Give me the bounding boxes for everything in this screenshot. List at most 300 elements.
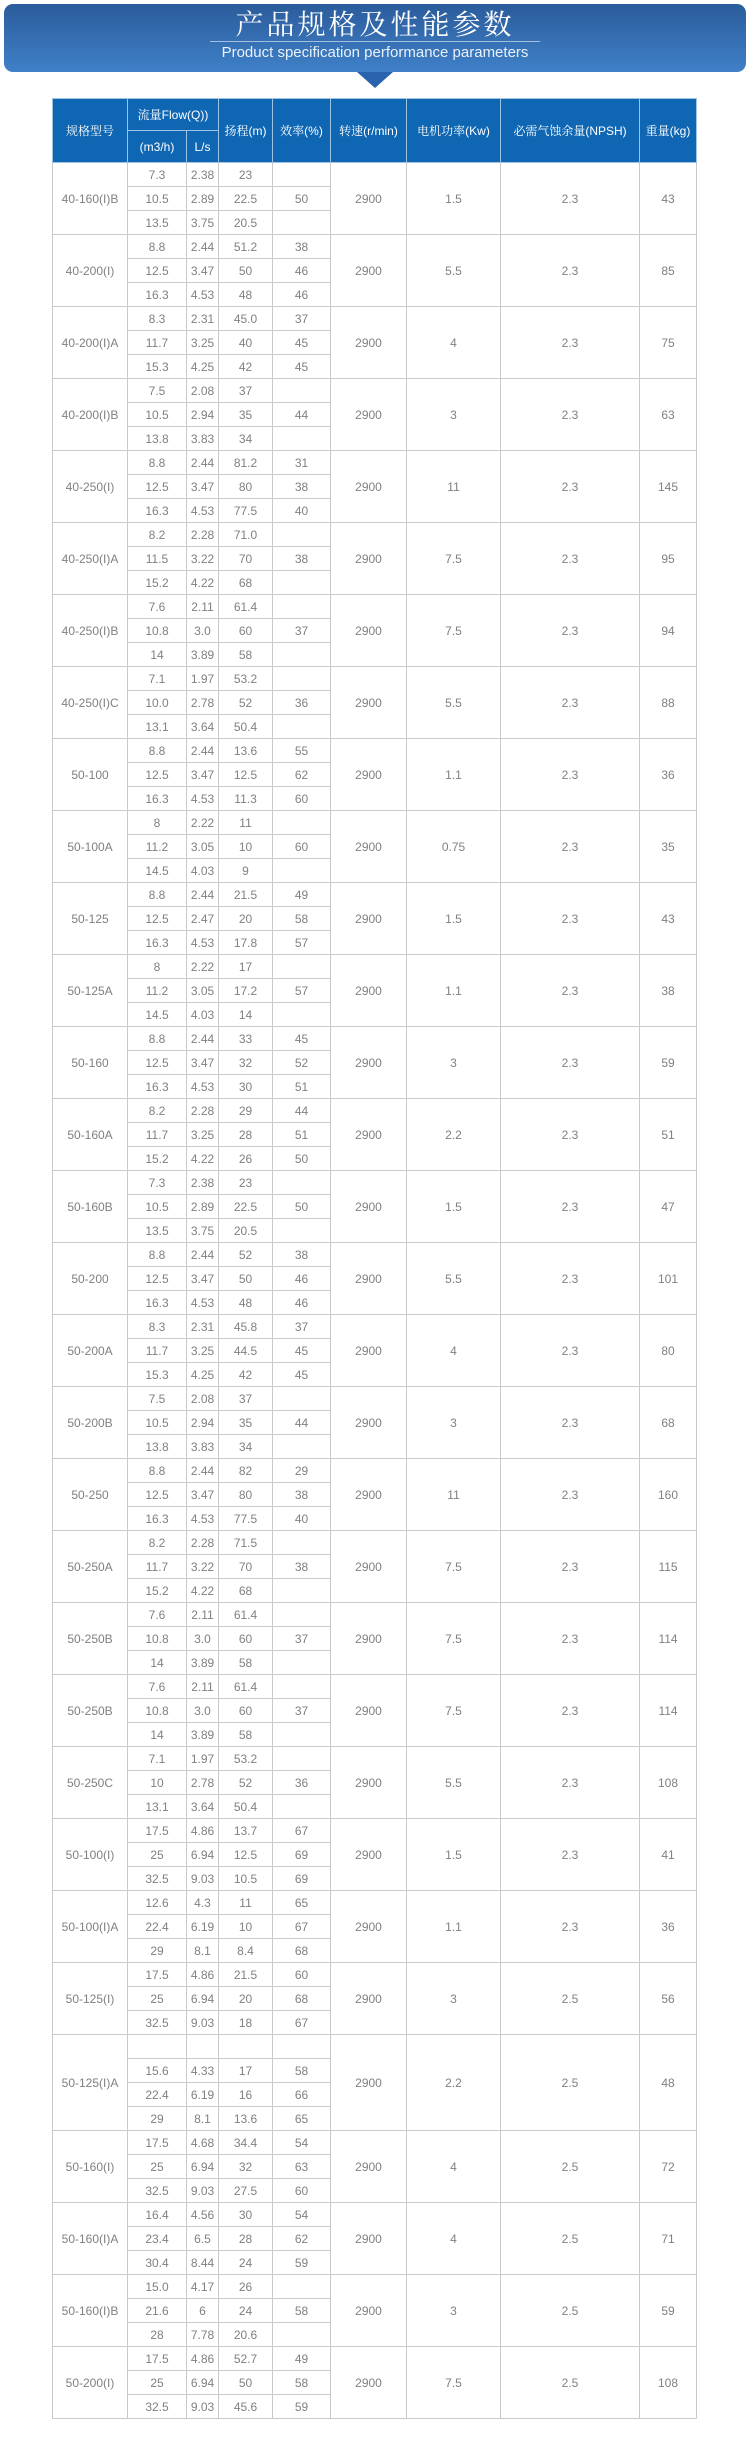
power-cell: 4 — [407, 307, 501, 379]
speed-cell: 2900 — [331, 667, 407, 739]
table-row — [53, 1027, 697, 1051]
flow-m3h-cell: 11.7 — [128, 1123, 187, 1147]
model-cell: 40-200(I) — [53, 235, 128, 307]
flow-m3h-cell: 8.2 — [128, 1531, 187, 1555]
speed-cell: 2900 — [331, 1891, 407, 1963]
flow-m3h-cell: 10.8 — [128, 619, 187, 643]
efficiency-cell: 36 — [273, 1771, 331, 1795]
flow-m3h-cell: 15.3 — [128, 1363, 187, 1387]
head-cell: 42 — [219, 355, 273, 379]
model-cell: 50-160(I)B — [53, 2275, 128, 2347]
flow-ls-cell: 3.83 — [187, 1435, 219, 1459]
efficiency-cell — [273, 2323, 331, 2347]
head-cell: 16 — [219, 2083, 273, 2107]
head-cell: 58 — [219, 643, 273, 667]
flow-m3h-cell: 16.4 — [128, 2203, 187, 2227]
flow-ls-cell: 4.68 — [187, 2131, 219, 2155]
head-cell: 52 — [219, 1243, 273, 1267]
flow-m3h-cell: 17.5 — [128, 1963, 187, 1987]
flow-m3h-cell: 16.3 — [128, 787, 187, 811]
flow-ls-cell: 3.0 — [187, 1699, 219, 1723]
weight-cell: 59 — [640, 1027, 697, 1099]
flow-m3h-cell: 11.7 — [128, 331, 187, 355]
model-cell: 50-100(I) — [53, 1819, 128, 1891]
efficiency-cell: 29 — [273, 1459, 331, 1483]
model-cell: 50-160(I) — [53, 2131, 128, 2203]
efficiency-cell: 51 — [273, 1075, 331, 1099]
model-cell: 50-125(I)A — [53, 2035, 128, 2131]
efficiency-cell — [273, 2035, 331, 2059]
efficiency-cell: 45 — [273, 1363, 331, 1387]
flow-m3h-cell: 14.5 — [128, 859, 187, 883]
flow-m3h-cell: 15.6 — [128, 2059, 187, 2083]
flow-m3h-cell: 28 — [128, 2323, 187, 2347]
efficiency-cell: 37 — [273, 619, 331, 643]
head-cell — [219, 2035, 273, 2059]
npsh-cell: 2.3 — [501, 163, 640, 235]
efficiency-cell: 46 — [273, 259, 331, 283]
efficiency-cell: 38 — [273, 547, 331, 571]
efficiency-cell: 51 — [273, 1123, 331, 1147]
flow-ls-cell: 8.44 — [187, 2251, 219, 2275]
head-cell: 80 — [219, 475, 273, 499]
efficiency-cell: 67 — [273, 1915, 331, 1939]
col-header-power: 电机功率(Kw) — [407, 99, 501, 163]
table-row — [53, 667, 697, 691]
head-cell: 61.4 — [219, 1675, 273, 1699]
npsh-cell: 2.3 — [501, 235, 640, 307]
flow-m3h-cell: 16.3 — [128, 931, 187, 955]
head-cell: 45.0 — [219, 307, 273, 331]
power-cell: 1.5 — [407, 1819, 501, 1891]
flow-ls-cell: 2.89 — [187, 1195, 219, 1219]
flow-ls-cell: 1.97 — [187, 1747, 219, 1771]
power-cell: 7.5 — [407, 595, 501, 667]
flow-m3h-cell: 15.3 — [128, 355, 187, 379]
efficiency-cell: 38 — [273, 475, 331, 499]
efficiency-cell: 58 — [273, 2371, 331, 2395]
head-cell: 10 — [219, 835, 273, 859]
spec-table — [52, 98, 697, 2419]
table-row — [53, 2275, 697, 2299]
head-cell: 68 — [219, 1579, 273, 1603]
table-row — [53, 883, 697, 907]
flow-ls-cell: 2.44 — [187, 235, 219, 259]
model-cell: 50-125 — [53, 883, 128, 955]
flow-ls-cell — [187, 2035, 219, 2059]
flow-ls-cell: 2.78 — [187, 1771, 219, 1795]
npsh-cell: 2.3 — [501, 595, 640, 667]
speed-cell: 2900 — [331, 1171, 407, 1243]
model-cell: 50-250B — [53, 1603, 128, 1675]
flow-ls-cell: 4.3 — [187, 1891, 219, 1915]
head-cell: 70 — [219, 1555, 273, 1579]
flow-ls-cell: 6.94 — [187, 2155, 219, 2179]
head-cell: 22.5 — [219, 187, 273, 211]
head-cell: 37 — [219, 379, 273, 403]
head-cell: 26 — [219, 1147, 273, 1171]
model-cell: 50-200B — [53, 1387, 128, 1459]
table-row — [53, 1891, 697, 1915]
efficiency-cell: 38 — [273, 235, 331, 259]
flow-ls-cell: 2.11 — [187, 1603, 219, 1627]
model-cell: 50-250B — [53, 1675, 128, 1747]
weight-cell: 88 — [640, 667, 697, 739]
head-cell: 22.5 — [219, 1195, 273, 1219]
weight-cell: 94 — [640, 595, 697, 667]
flow-m3h-cell: 7.5 — [128, 1387, 187, 1411]
model-cell: 50-100(I)A — [53, 1891, 128, 1963]
efficiency-cell — [273, 1579, 331, 1603]
weight-cell: 41 — [640, 1819, 697, 1891]
weight-cell: 80 — [640, 1315, 697, 1387]
arrow-down-icon — [357, 72, 393, 88]
power-cell: 4 — [407, 2203, 501, 2275]
col-header-head: 扬程(m) — [219, 99, 273, 163]
head-cell: 50 — [219, 2371, 273, 2395]
efficiency-cell: 45 — [273, 1027, 331, 1051]
efficiency-cell: 36 — [273, 691, 331, 715]
efficiency-cell: 59 — [273, 2251, 331, 2275]
efficiency-cell: 68 — [273, 1939, 331, 1963]
efficiency-cell — [273, 1531, 331, 1555]
efficiency-cell — [273, 211, 331, 235]
table-row — [53, 1243, 697, 1267]
efficiency-cell: 38 — [273, 1243, 331, 1267]
efficiency-cell: 57 — [273, 931, 331, 955]
flow-m3h-cell: 30.4 — [128, 2251, 187, 2275]
efficiency-cell: 40 — [273, 499, 331, 523]
flow-m3h-cell: 8.2 — [128, 523, 187, 547]
head-cell: 10.5 — [219, 1867, 273, 1891]
power-cell: 5.5 — [407, 667, 501, 739]
head-cell: 34 — [219, 427, 273, 451]
head-cell: 45.8 — [219, 1315, 273, 1339]
head-cell: 30 — [219, 1075, 273, 1099]
head-cell: 11.3 — [219, 787, 273, 811]
head-cell: 17.8 — [219, 931, 273, 955]
flow-ls-cell: 4.22 — [187, 1579, 219, 1603]
banner — [4, 4, 746, 72]
col-header-flow-ls: L/s — [187, 131, 219, 163]
flow-ls-cell: 3.89 — [187, 1723, 219, 1747]
head-cell: 21.5 — [219, 883, 273, 907]
efficiency-cell: 57 — [273, 979, 331, 1003]
flow-ls-cell: 4.86 — [187, 1819, 219, 1843]
efficiency-cell: 38 — [273, 1555, 331, 1579]
flow-m3h-cell: 8 — [128, 955, 187, 979]
flow-m3h-cell: 7.6 — [128, 595, 187, 619]
head-cell: 20 — [219, 1987, 273, 2011]
table-row — [53, 1387, 697, 1411]
weight-cell: 101 — [640, 1243, 697, 1315]
head-cell: 11 — [219, 1891, 273, 1915]
flow-m3h-cell: 15.2 — [128, 1579, 187, 1603]
flow-ls-cell: 8.1 — [187, 2107, 219, 2131]
flow-ls-cell: 2.44 — [187, 1459, 219, 1483]
head-cell: 9 — [219, 859, 273, 883]
npsh-cell: 2.5 — [501, 2347, 640, 2419]
flow-ls-cell: 3.75 — [187, 211, 219, 235]
flow-m3h-cell: 29 — [128, 1939, 187, 1963]
flow-ls-cell: 3.05 — [187, 979, 219, 1003]
efficiency-cell: 44 — [273, 1411, 331, 1435]
efficiency-cell: 45 — [273, 355, 331, 379]
head-cell: 17.2 — [219, 979, 273, 1003]
efficiency-cell — [273, 1435, 331, 1459]
efficiency-cell — [273, 715, 331, 739]
efficiency-cell: 52 — [273, 1051, 331, 1075]
flow-m3h-cell: 13.1 — [128, 715, 187, 739]
power-cell: 3 — [407, 2275, 501, 2347]
flow-ls-cell: 4.25 — [187, 355, 219, 379]
table-row — [53, 1675, 697, 1699]
npsh-cell: 2.3 — [501, 1315, 640, 1387]
flow-m3h-cell: 7.3 — [128, 1171, 187, 1195]
flow-m3h-cell: 25 — [128, 1987, 187, 2011]
head-cell: 52 — [219, 691, 273, 715]
flow-m3h-cell: 7.6 — [128, 1603, 187, 1627]
weight-cell: 36 — [640, 1891, 697, 1963]
flow-ls-cell: 3.47 — [187, 1267, 219, 1291]
head-cell: 34.4 — [219, 2131, 273, 2155]
speed-cell: 2900 — [331, 1243, 407, 1315]
flow-m3h-cell: 25 — [128, 1843, 187, 1867]
efficiency-cell — [273, 955, 331, 979]
flow-m3h-cell: 11.2 — [128, 835, 187, 859]
power-cell: 1.1 — [407, 955, 501, 1027]
efficiency-cell: 69 — [273, 1867, 331, 1891]
flow-m3h-cell: 8.8 — [128, 235, 187, 259]
efficiency-cell — [273, 1003, 331, 1027]
weight-cell: 51 — [640, 1099, 697, 1171]
power-cell: 0.75 — [407, 811, 501, 883]
efficiency-cell: 40 — [273, 1507, 331, 1531]
flow-m3h-cell: 13.5 — [128, 1219, 187, 1243]
flow-ls-cell: 2.22 — [187, 955, 219, 979]
efficiency-cell — [273, 2275, 331, 2299]
head-cell: 52 — [219, 1771, 273, 1795]
head-cell: 35 — [219, 403, 273, 427]
flow-ls-cell: 2.08 — [187, 1387, 219, 1411]
head-cell: 34 — [219, 1435, 273, 1459]
efficiency-cell: 60 — [273, 835, 331, 859]
model-cell: 40-250(I) — [53, 451, 128, 523]
head-cell: 27.5 — [219, 2179, 273, 2203]
head-cell: 24 — [219, 2251, 273, 2275]
head-cell: 12.5 — [219, 1843, 273, 1867]
head-cell: 61.4 — [219, 595, 273, 619]
page-subtitle: Product specification performance parameters — [221, 44, 529, 61]
table-row — [53, 307, 697, 331]
table-body — [53, 163, 697, 2419]
efficiency-cell: 66 — [273, 2083, 331, 2107]
flow-m3h-cell: 7.3 — [128, 163, 187, 187]
flow-m3h-cell: 11.7 — [128, 1339, 187, 1363]
power-cell: 7.5 — [407, 1531, 501, 1603]
table-row — [53, 1099, 697, 1123]
efficiency-cell — [273, 1219, 331, 1243]
efficiency-cell: 69 — [273, 1843, 331, 1867]
flow-ls-cell: 4.56 — [187, 2203, 219, 2227]
head-cell: 10 — [219, 1915, 273, 1939]
npsh-cell: 2.3 — [501, 1819, 640, 1891]
power-cell: 5.5 — [407, 1243, 501, 1315]
flow-ls-cell: 3.05 — [187, 835, 219, 859]
flow-m3h-cell: 32.5 — [128, 2011, 187, 2035]
flow-ls-cell: 2.38 — [187, 1171, 219, 1195]
head-cell: 32 — [219, 1051, 273, 1075]
speed-cell: 2900 — [331, 1315, 407, 1387]
flow-ls-cell: 4.53 — [187, 1075, 219, 1099]
col-header-npsh: 必需气蚀余量(NPSH) — [501, 99, 640, 163]
speed-cell: 2900 — [331, 1531, 407, 1603]
efficiency-cell: 37 — [273, 1699, 331, 1723]
table-row — [53, 2035, 697, 2059]
table-row — [53, 955, 697, 979]
weight-cell: 43 — [640, 883, 697, 955]
head-cell: 8.4 — [219, 1939, 273, 1963]
table-row — [53, 2203, 697, 2227]
efficiency-cell — [273, 1723, 331, 1747]
flow-ls-cell: 2.89 — [187, 187, 219, 211]
npsh-cell: 2.3 — [501, 307, 640, 379]
speed-cell: 2900 — [331, 1027, 407, 1099]
flow-m3h-cell: 13.8 — [128, 427, 187, 451]
col-header-model: 规格型号 — [53, 99, 128, 163]
flow-m3h-cell: 16.3 — [128, 499, 187, 523]
flow-ls-cell: 2.44 — [187, 883, 219, 907]
head-cell: 30 — [219, 2203, 273, 2227]
flow-m3h-cell: 32.5 — [128, 2395, 187, 2419]
flow-m3h-cell: 10.5 — [128, 1195, 187, 1219]
efficiency-cell: 65 — [273, 2107, 331, 2131]
flow-ls-cell: 2.28 — [187, 1099, 219, 1123]
table-header — [53, 99, 697, 163]
speed-cell: 2900 — [331, 2131, 407, 2203]
flow-ls-cell: 6 — [187, 2299, 219, 2323]
flow-m3h-cell: 23.4 — [128, 2227, 187, 2251]
head-cell: 23 — [219, 163, 273, 187]
flow-m3h-cell: 10 — [128, 1771, 187, 1795]
power-cell: 3 — [407, 1387, 501, 1459]
power-cell: 5.5 — [407, 235, 501, 307]
flow-m3h-cell: 8.8 — [128, 1027, 187, 1051]
page-title: 产品规格及性能参数 — [235, 9, 515, 40]
efficiency-cell — [273, 1387, 331, 1411]
model-cell: 50-100A — [53, 811, 128, 883]
flow-m3h-cell: 11.5 — [128, 547, 187, 571]
flow-ls-cell: 2.47 — [187, 907, 219, 931]
head-cell: 13.6 — [219, 739, 273, 763]
head-cell: 17 — [219, 2059, 273, 2083]
flow-ls-cell: 6.19 — [187, 2083, 219, 2107]
efficiency-cell: 50 — [273, 1147, 331, 1171]
head-cell: 50.4 — [219, 715, 273, 739]
table-row — [53, 1819, 697, 1843]
power-cell: 7.5 — [407, 1675, 501, 1747]
flow-ls-cell: 4.53 — [187, 1291, 219, 1315]
head-cell: 71.5 — [219, 1531, 273, 1555]
flow-m3h-cell: 32.5 — [128, 1867, 187, 1891]
flow-ls-cell: 4.53 — [187, 1507, 219, 1531]
flow-m3h-cell: 22.4 — [128, 2083, 187, 2107]
model-cell: 50-125(I) — [53, 1963, 128, 2035]
weight-cell: 75 — [640, 307, 697, 379]
efficiency-cell: 31 — [273, 451, 331, 475]
efficiency-cell: 49 — [273, 2347, 331, 2371]
flow-m3h-cell: 8.8 — [128, 739, 187, 763]
weight-cell: 56 — [640, 1963, 697, 2035]
speed-cell: 2900 — [331, 235, 407, 307]
efficiency-cell — [273, 811, 331, 835]
model-cell: 40-200(I)A — [53, 307, 128, 379]
flow-ls-cell: 3.22 — [187, 547, 219, 571]
efficiency-cell: 60 — [273, 1963, 331, 1987]
weight-cell: 48 — [640, 2035, 697, 2131]
flow-m3h-cell: 10.8 — [128, 1699, 187, 1723]
flow-ls-cell: 2.11 — [187, 595, 219, 619]
efficiency-cell: 67 — [273, 2011, 331, 2035]
head-cell: 23 — [219, 1171, 273, 1195]
head-cell: 28 — [219, 1123, 273, 1147]
npsh-cell: 2.5 — [501, 2203, 640, 2275]
power-cell: 7.5 — [407, 2347, 501, 2419]
flow-m3h-cell: 15.0 — [128, 2275, 187, 2299]
efficiency-cell — [273, 1603, 331, 1627]
flow-m3h-cell: 10.5 — [128, 187, 187, 211]
table-row — [53, 1963, 697, 1987]
model-cell: 50-100 — [53, 739, 128, 811]
flow-m3h-cell: 16.3 — [128, 283, 187, 307]
head-cell: 52.7 — [219, 2347, 273, 2371]
flow-m3h-cell: 14.5 — [128, 1003, 187, 1027]
weight-cell: 63 — [640, 379, 697, 451]
model-cell: 50-200(I) — [53, 2347, 128, 2419]
weight-cell: 114 — [640, 1603, 697, 1675]
flow-m3h-cell: 7.5 — [128, 379, 187, 403]
head-cell: 70 — [219, 547, 273, 571]
head-cell: 32 — [219, 2155, 273, 2179]
efficiency-cell: 68 — [273, 1987, 331, 2011]
speed-cell: 2900 — [331, 883, 407, 955]
table-row — [53, 1603, 697, 1627]
power-cell: 7.5 — [407, 1603, 501, 1675]
head-cell: 20.5 — [219, 211, 273, 235]
npsh-cell: 2.3 — [501, 739, 640, 811]
flow-ls-cell: 3.64 — [187, 1795, 219, 1819]
speed-cell: 2900 — [331, 1675, 407, 1747]
efficiency-cell: 62 — [273, 763, 331, 787]
speed-cell: 2900 — [331, 811, 407, 883]
speed-cell: 2900 — [331, 307, 407, 379]
table-row — [53, 1171, 697, 1195]
npsh-cell: 2.3 — [501, 883, 640, 955]
efficiency-cell — [273, 859, 331, 883]
flow-ls-cell: 4.53 — [187, 283, 219, 307]
head-cell: 13.7 — [219, 1819, 273, 1843]
flow-ls-cell: 6.19 — [187, 1915, 219, 1939]
efficiency-cell — [273, 379, 331, 403]
weight-cell: 160 — [640, 1459, 697, 1531]
npsh-cell: 2.3 — [501, 523, 640, 595]
power-cell: 1.1 — [407, 739, 501, 811]
npsh-cell: 2.5 — [501, 2035, 640, 2131]
model-cell: 40-160(I)B — [53, 163, 128, 235]
head-cell: 71.0 — [219, 523, 273, 547]
flow-ls-cell: 3.0 — [187, 1627, 219, 1651]
flow-ls-cell: 2.22 — [187, 811, 219, 835]
